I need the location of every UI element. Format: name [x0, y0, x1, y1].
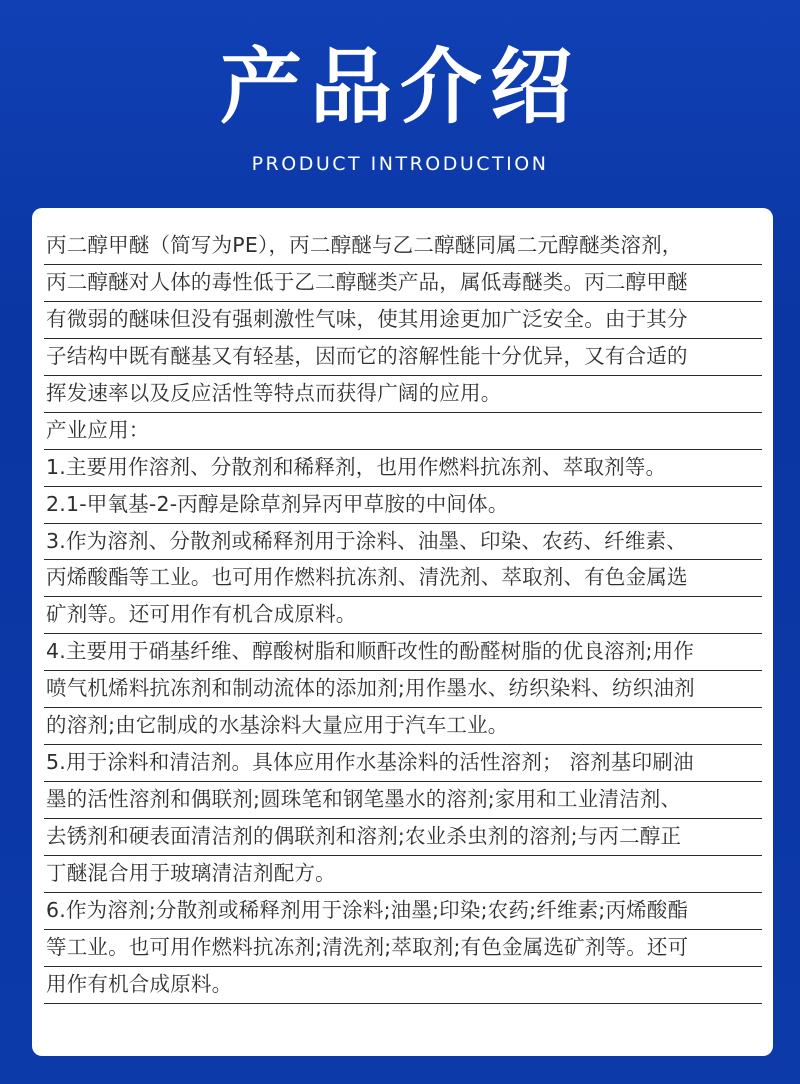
ruled-text-block: [44, 228, 762, 1004]
text-line: 子结构中既有醚基又有轻基，因而它的溶解性能十分优异，又有合适的: [44, 339, 762, 376]
text-line: 丁醚混合用于玻璃清洁剂配方。: [44, 856, 762, 893]
text-line: 的溶剂;由它制成的水基涂料大量应用于汽车工业。: [44, 708, 762, 745]
text-line: 挥发速率以及反应活性等特点而获得广阔的应用。: [44, 376, 762, 413]
text-line: 等工业。也可用作燃料抗冻剂;清洗剂;萃取剂;有色金属选矿剂等。还可: [44, 930, 762, 967]
text-line: 用作有机合成原料。: [44, 967, 762, 1004]
text-line: 矿剂等。还可用作有机合成原料。: [44, 597, 762, 634]
page-title: 产品介绍: [219, 40, 580, 135]
text-line: 1.主要用作溶剂、分散剂和稀释剂，也用作燃料抗冻剂、萃取剂等。: [44, 450, 762, 487]
content-card: [32, 208, 773, 1056]
text-line: 2.1-甲氧基-2-丙醇是除草剂异丙甲草胺的中间体。: [44, 487, 762, 524]
text-line: 有微弱的醚味但没有强刺激性气味，使其用途更加广泛安全。由于其分: [44, 302, 762, 339]
text-line: 丙二醇甲醚（简写为PE），丙二醇醚与乙二醇醚同属二元醇醚类溶剂，: [44, 228, 762, 265]
text-line: 6.作为溶剂;分散剂或稀释剂用于涂料;油墨;印染;农药;纤维素;丙烯酸酯: [44, 893, 762, 930]
text-line: 墨的活性溶剂和偶联剂;圆珠笔和钢笔墨水的溶剂;家用和工业清洁剂、: [44, 782, 762, 819]
section-heading: 产业应用：: [44, 413, 762, 450]
text-line: 丙烯酸酯等工业。也可用作燃料抗冻剂、清洗剂、萃取剂、有色金属选: [44, 560, 762, 597]
page-subtitle: PRODUCT INTRODUCTION: [251, 153, 549, 175]
text-line: 5.用于涂料和清洁剂。具体应用作水基涂料的活性溶剂； 溶剂基印刷油: [44, 745, 762, 782]
text-line: 丙二醇醚对人体的毒性低于乙二醇醚类产品，属低毒醚类。丙二醇甲醚: [44, 265, 762, 302]
text-line: 3.作为溶剂、分散剂或稀释剂用于涂料、油墨、印染、农药、纤维素、: [44, 524, 762, 561]
text-line: 去锈剂和硬表面清洁剂的偶联剂和溶剂;农业杀虫剂的溶剂;与丙二醇正: [44, 819, 762, 856]
text-line: 4.主要用于硝基纤维、醇酸树脂和顺酐改性的酚醛树脂的优良溶剂;用作: [44, 634, 762, 671]
text-line: 喷气机烯料抗冻剂和制动流体的添加剂;用作墨水、纺织染料、纺织油剂: [44, 671, 762, 708]
